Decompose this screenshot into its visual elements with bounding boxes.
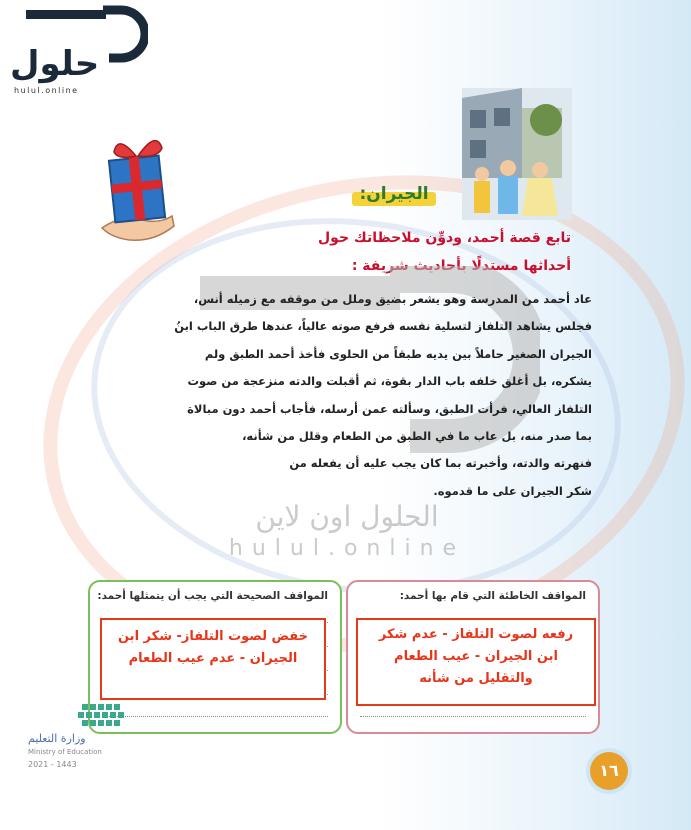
- answer-text-line: خفض لصوت التلفاز- شكر ابن: [117, 629, 308, 644]
- correct-actions-title: المواقف الصحيحة التي يجب أن يتمثلها أحمد:: [97, 590, 328, 602]
- story-line: التلفاز العالي، فرأت الطبق، وسألته عمن أرسله، فأجاب أحمد دون مبالاة: [187, 401, 592, 416]
- gift-hand-icon: [98, 128, 176, 246]
- answer-text-line: الجيران - عدم عيب الطعام: [128, 651, 298, 666]
- watermark-latin: hulul.online: [228, 536, 466, 561]
- neighbors-house-icon: [462, 88, 572, 220]
- story-line: الجيران الصغير حاملاً بين يديه طبقاً من الحلوى فأخذ أحمد الطبق ولم: [204, 346, 592, 361]
- logo-arabic-text: حلول: [10, 44, 100, 84]
- story-line: يشكره، بل أغلق خلفه باب الدار بقوة، ثم أقبلت والدته منزعجة من صوت: [187, 374, 592, 389]
- logo-subtitle: hulul.online: [14, 86, 79, 95]
- answer-text-line: ابن الجيران - عيب الطعام: [394, 649, 558, 664]
- instruction-line-1: تابع قصة أحمد، ودوِّن ملاحظاتك حول: [318, 230, 571, 246]
- story-line: بما صدر منه، بل عاب ما في الطبق من الطعام وقلل من شأنه،: [242, 429, 592, 444]
- story-paragraph: [112, 286, 592, 505]
- ministry-year: 2021 - 1443: [28, 760, 77, 769]
- wrong-actions-answer[interactable]: [356, 618, 596, 706]
- ministry-arabic: وزارة التعليم: [28, 732, 86, 745]
- answer-line: [102, 716, 328, 717]
- answer-line: [360, 716, 586, 717]
- correct-actions-answer[interactable]: [100, 618, 326, 700]
- story-line: عاد أحمد من المدرسة وهو يشعر بضيق وملل من موقفه مع زميله أنس،: [193, 292, 592, 306]
- story-line: فجلس يشاهد التلفاز لتسلية نفسه فرفع صوته عالياً، عندها طرق الباب ابنُ: [174, 319, 592, 334]
- story-line: فنهرته والدته، وأخبرته بما كان يجب عليه أن يفعله من: [289, 456, 592, 471]
- instruction-line-2: أحداثها مستدلًا بأحاديث شريفة :: [351, 258, 571, 274]
- wrong-actions-title: المواقف الخاطئة التي قام بها أحمد:: [399, 590, 586, 602]
- page-number-badge: ١٦: [590, 752, 628, 790]
- answer-text-line: رفعه لصوت التلفاز - عدم شكر: [378, 627, 574, 642]
- watermark-arabic: الحلول اون لاين: [255, 500, 439, 533]
- section-heading: الجيران:: [359, 184, 429, 204]
- answer-text-line: والتقليل من شأنه: [419, 671, 533, 686]
- story-line: شكر الجيران على ما قدموه.: [433, 483, 592, 498]
- ministry-english: Ministry of Education: [28, 748, 102, 756]
